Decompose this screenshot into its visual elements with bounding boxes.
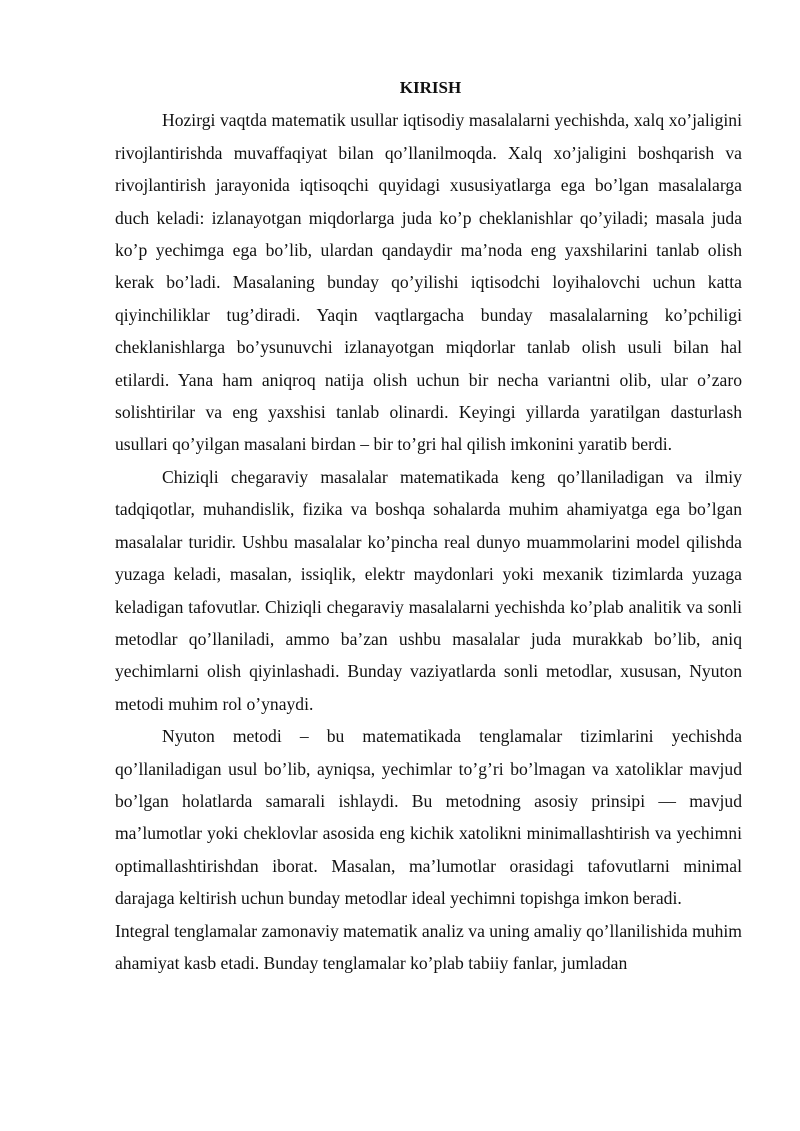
paragraph-integral-equations: Integral tenglamalar zamonaviy matematik analiz va uning amaliy qo’llanilishida muhim ahamiyat kasb etadi. Bunday tenglamalar ko’plab tabiiy fanlar, jumladan bbox=[115, 920, 742, 973]
section-heading: KIRISH bbox=[399, 78, 462, 97]
paragraph-newton-method: Nyuton metodi – bu matematikada tenglamalar tizimlarini yechishda qo’llaniladigan usul bo’lib, ayniqsa, yechimlar to’g’ri bo’lmagan va xatoliklar mavjud bo’lgan holatlarda samarali ishlaydi. Bu metodning asosiy prinsipi — mavjud ma’lumotlar yoki cheklovlar asosida eng kichik xatolikni minimallashtirish va yechimni optimallashtirishdan iborat. Masalan, ma’lumotlar orasidagi tafovutlarni minimal darajaga keltirish uchun bunday metodlar ideal yechimni topishga imkon beradi. bbox=[115, 726, 742, 909]
document-page bbox=[115, 72, 742, 979]
paragraph-boundary-problems: Chiziqli chegaraviy masalalar matematikada keng qo’llaniladigan va ilmiy tadqiqotlar, muhandislik, fizika va boshqa sohalarda muhim ahamiyatga ega bo’lgan masalalar turidir. Ushbu masalalar ko’pincha real dunyo muammolarini model qilishda yuzaga keladi, masalan, issiqlik, elektr maydonlari yoki mexanik tizimlarda yuzaga keladigan tafovutlar. Chiziqli chegaraviy masalalarni yechishda ko’plab analitik va sonli metodlar qo’llaniladi, ammo ba’zan ushbu masalalar juda murakkab bo’lib, aniq yechimlarni olish qiyinlashadi. Bunday vaziyatlarda sonli metodlar, xususan, Nyuton metodi muhim rol o’ynaydi. bbox=[115, 466, 742, 714]
paragraph-intro: Hozirgi vaqtda matematik usullar iqtisodiy masalalarni yechishda, xalq xo’jaligini rivojlantirishda muvaffaqiyat bilan qo’llanilmoqda. Xalq xo’jaligini boshqarish va rivojlantirish jarayonida iqtisoqchi quyidagi xususiyatlarga ega bo’lgan masalalarga duch keladi: izlanayotgan miqdorlarga juda ko’p cheklanishlar qo’yiladi; masala juda ko’p yechimga ega bo’lib, ulardan qandaydir ma’noda eng yaxshilarini tanlab olish kerak bo’ladi. Masalaning bunday qo’yilishi iqtisodchi loyihalovchi uchun katta qiyinchiliklar tug’diradi. Yaqin vaqtlargacha bunday masalalarning ko’pchiligi cheklanishlarga bo’ysunuvchi izlanayotgan miqdorlar tanlab olish usuli bilan hal etilardi. Yana ham aniqroq natija olish uchun bir necha variantni olib, ular o’zaro solishtirilar va eng yaxshisi tanlab olinardi. Keyingi yillarda yaratilgan dasturlash usullari qo’yilgan masalani birdan – bir to’gri hal qilish imkonini yaratib berdi. bbox=[115, 110, 742, 455]
